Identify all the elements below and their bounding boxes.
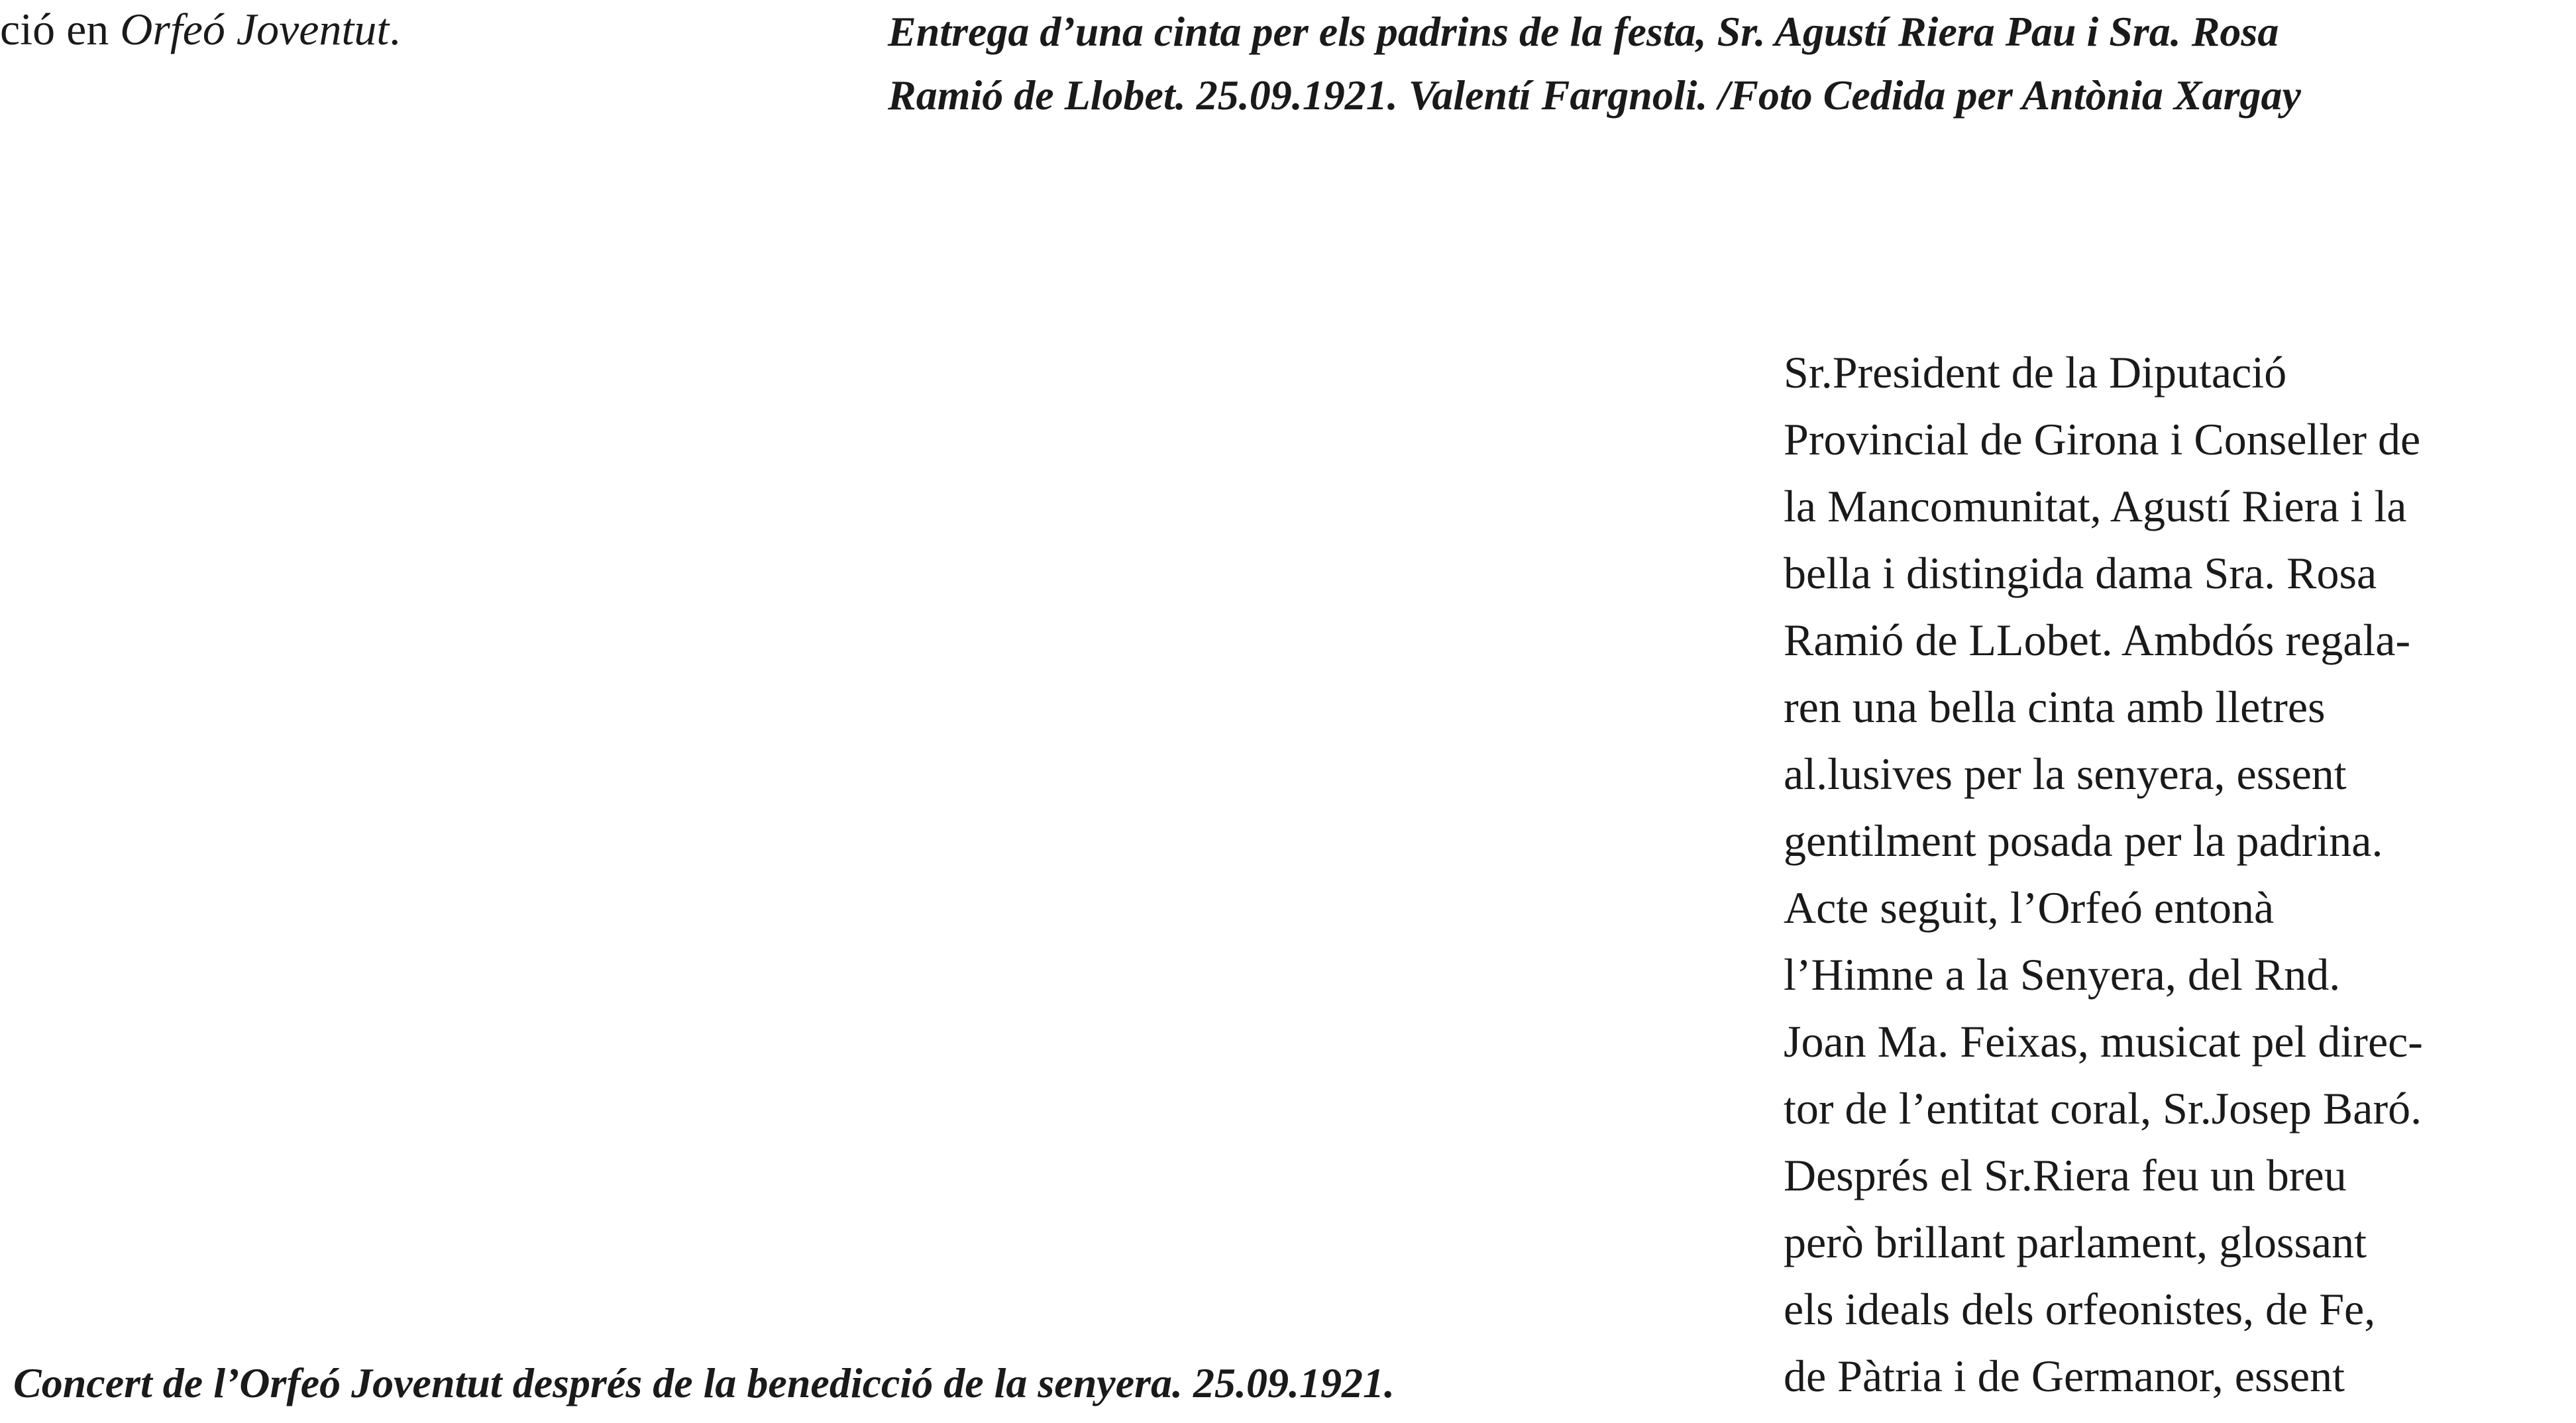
body-line: Ramió de LLobet. Ambdós regala- — [1784, 615, 2411, 665]
intro-italic-name: Orfeó Joventut — [120, 4, 390, 54]
body-line: Acte seguit, l’Orfeó entonà — [1784, 882, 2275, 933]
intro-prefix: ció en — [0, 4, 121, 54]
body-line: ren una bella cinta amb lletres — [1784, 682, 2326, 732]
body-line: els ideals dels orfeonistes, de Fe, — [1784, 1284, 2376, 1334]
body-line: però brillant parlament, glossant — [1784, 1217, 2367, 1267]
body-line: gentilment posada per la padrina. — [1784, 816, 2383, 866]
caption-line: Ramió de Llobet. 25.09.1921. Valentí Fargnoli. /Foto Cedida per Antònia Xargay — [888, 72, 2301, 119]
body-line: Joan Ma. Feixas, musicat pel direc- — [1784, 1016, 2423, 1067]
body-line: de Pàtria i de Germanor, essent — [1784, 1351, 2345, 1401]
body-line: bella i distingida dama Sra. Rosa — [1784, 548, 2377, 598]
body-line: l’Himne a la Senyera, del Rnd. — [1784, 949, 2341, 1000]
body-line: tor de l’entitat coral, Sr.Josep Baró. — [1784, 1083, 2422, 1133]
body-line: Després el Sr.Riera feu un breu — [1784, 1150, 2347, 1200]
intro-text-fragment — [0, 0, 400, 58]
photo-caption-top — [888, 0, 2301, 127]
body-line: Provincial de Girona i Conseller de — [1784, 414, 2421, 464]
intro-suffix: . — [389, 4, 401, 54]
body-line: al.lusives per la senyera, essent — [1784, 749, 2347, 799]
body-text-column — [1784, 339, 2576, 1410]
caption-line: Entrega d’una cinta per els padrins de la festa, Sr. Agustí Riera Pau i Sra. Rosa — [888, 8, 2279, 55]
body-line: la Mancomunitat, Agustí Riera i la — [1784, 481, 2407, 531]
body-line: Sr.President de la Diputació — [1784, 347, 2287, 397]
photo-caption-bottom: Concert de l’Orfeó Joventut després de la benedicció de la senyera. 25.09.1921. — [13, 1359, 1395, 1406]
